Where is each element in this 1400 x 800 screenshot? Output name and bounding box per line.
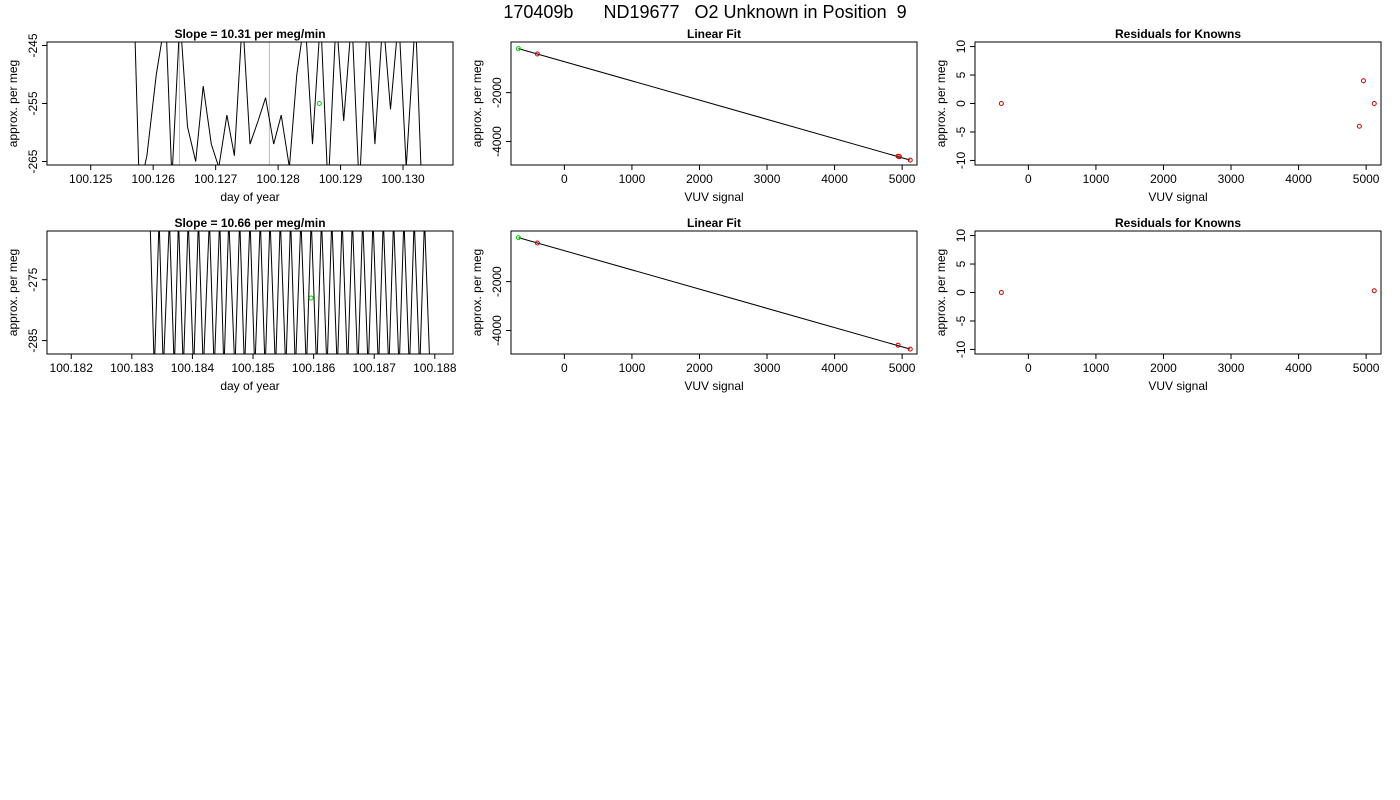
x-tick-label: 100.184 — [170, 361, 215, 375]
chart-panel-resid-2 — [934, 216, 1381, 393]
x-tick-label: 100.129 — [318, 172, 363, 186]
y-tick-label: -4000 — [490, 126, 504, 157]
unknown-sample-point — [309, 296, 313, 300]
y-axis-title: approx. per meg — [934, 59, 948, 148]
y-tick-label: -5 — [954, 315, 968, 327]
y-axis-title: approx. per meg — [6, 248, 20, 337]
x-tick-label: 3000 — [1217, 172, 1245, 186]
x-tick-label: 2000 — [686, 172, 713, 186]
chart-panel-fit-2 — [470, 216, 917, 393]
y-tick-label: -5 — [954, 126, 968, 138]
x-tick-label: 2000 — [686, 361, 713, 375]
y-tick-label: 10 — [954, 228, 968, 243]
x-tick-label: 100.126 — [131, 172, 175, 186]
y-tick-label: -275 — [26, 267, 40, 292]
trace-series-line — [150, 219, 430, 371]
x-axis-title: day of year — [220, 379, 280, 393]
x-tick-label: 1000 — [1082, 361, 1110, 375]
plot-frame — [975, 231, 1381, 354]
chart-panel-fit-1 — [470, 27, 917, 204]
x-tick-label: 100.183 — [110, 361, 154, 375]
plot-frame — [511, 42, 917, 165]
x-tick-label: 5000 — [888, 172, 916, 186]
y-tick-label: -10 — [954, 151, 968, 170]
x-tick-label: 100.182 — [49, 361, 93, 375]
x-axis-title: day of year — [220, 190, 280, 204]
page-title: 170409b ND19677 O2 Unknown in Position 9 — [503, 2, 907, 22]
known-standard-point — [999, 291, 1003, 295]
x-tick-label: 100.185 — [231, 361, 275, 375]
fit-line — [518, 238, 910, 350]
x-tick-label: 0 — [561, 361, 568, 375]
x-axis-title: VUV signal — [1148, 379, 1208, 393]
x-tick-label: 5000 — [1352, 361, 1380, 375]
x-tick-label: 5000 — [888, 361, 916, 375]
chart-title: Linear Fit — [686, 27, 742, 41]
y-tick-label: 0 — [954, 289, 968, 296]
y-tick-label: -2000 — [490, 77, 504, 108]
plot-frame — [975, 42, 1381, 165]
plot-frame — [511, 231, 917, 354]
x-tick-label: 100.188 — [413, 361, 457, 375]
y-tick-label: 5 — [954, 260, 968, 268]
known-standard-point — [1357, 124, 1361, 128]
x-tick-label: 0 — [1025, 172, 1032, 186]
chart-panel-trace-1 — [6, 17, 453, 205]
x-tick-label: 1000 — [1082, 172, 1110, 186]
chart-title: Residuals for Knowns — [1114, 27, 1242, 41]
chart-title: Residuals for Knowns — [1114, 216, 1242, 230]
x-tick-label: 100.186 — [291, 361, 336, 375]
x-tick-label: 100.127 — [193, 172, 238, 186]
chart-panel-resid-1 — [934, 27, 1381, 204]
x-tick-label: 2000 — [1150, 361, 1177, 375]
unknown-sample-point — [317, 102, 321, 106]
y-tick-label: -285 — [26, 328, 40, 353]
y-axis-title: approx. per meg — [6, 59, 20, 148]
x-axis-title: VUV signal — [684, 190, 744, 204]
known-standard-point — [1361, 79, 1365, 83]
x-tick-label: 0 — [561, 172, 568, 186]
y-tick-label: -245 — [26, 33, 40, 58]
y-tick-label: -255 — [26, 91, 40, 116]
x-tick-label: 100.130 — [381, 172, 425, 186]
chart-title: Slope = 10.66 per meg/min — [174, 216, 326, 230]
y-axis-title: approx. per meg — [470, 59, 484, 148]
x-axis-title: VUV signal — [684, 379, 744, 393]
x-tick-label: 100.187 — [352, 361, 396, 375]
y-tick-label: 10 — [954, 39, 968, 54]
x-tick-label: 4000 — [821, 172, 848, 186]
y-tick-label: -265 — [26, 149, 40, 174]
chart-title: Linear Fit — [686, 216, 742, 230]
x-tick-label: 5000 — [1352, 172, 1380, 186]
chart-panel-trace-2 — [6, 216, 457, 393]
x-tick-label: 3000 — [753, 361, 781, 375]
x-tick-label: 4000 — [1285, 361, 1312, 375]
x-tick-label: 1000 — [618, 172, 646, 186]
y-tick-label: 0 — [954, 100, 968, 107]
known-standard-point — [999, 102, 1003, 106]
x-tick-label: 3000 — [1217, 361, 1245, 375]
x-tick-label: 4000 — [1285, 172, 1312, 186]
y-tick-label: -10 — [954, 340, 968, 359]
y-axis-title: approx. per meg — [470, 248, 484, 337]
known-standard-point — [1372, 102, 1376, 106]
y-tick-label: -4000 — [490, 315, 504, 346]
x-tick-label: 100.125 — [69, 172, 113, 186]
y-tick-label: -2000 — [490, 266, 504, 297]
x-tick-label: 0 — [1025, 361, 1032, 375]
x-tick-label: 1000 — [618, 361, 646, 375]
known-standard-point — [1372, 289, 1376, 293]
trace-series-line — [134, 17, 421, 191]
chart-title: Slope = 10.31 per meg/min — [174, 27, 326, 41]
plot-frame — [47, 42, 453, 165]
y-axis-title: approx. per meg — [934, 248, 948, 337]
x-tick-label: 3000 — [753, 172, 781, 186]
x-axis-title: VUV signal — [1148, 190, 1208, 204]
y-tick-label: 5 — [954, 71, 968, 79]
x-tick-label: 2000 — [1150, 172, 1177, 186]
fit-line — [518, 49, 910, 161]
plot-frame — [47, 231, 453, 354]
x-tick-label: 4000 — [821, 361, 848, 375]
x-tick-label: 100.128 — [256, 172, 300, 186]
